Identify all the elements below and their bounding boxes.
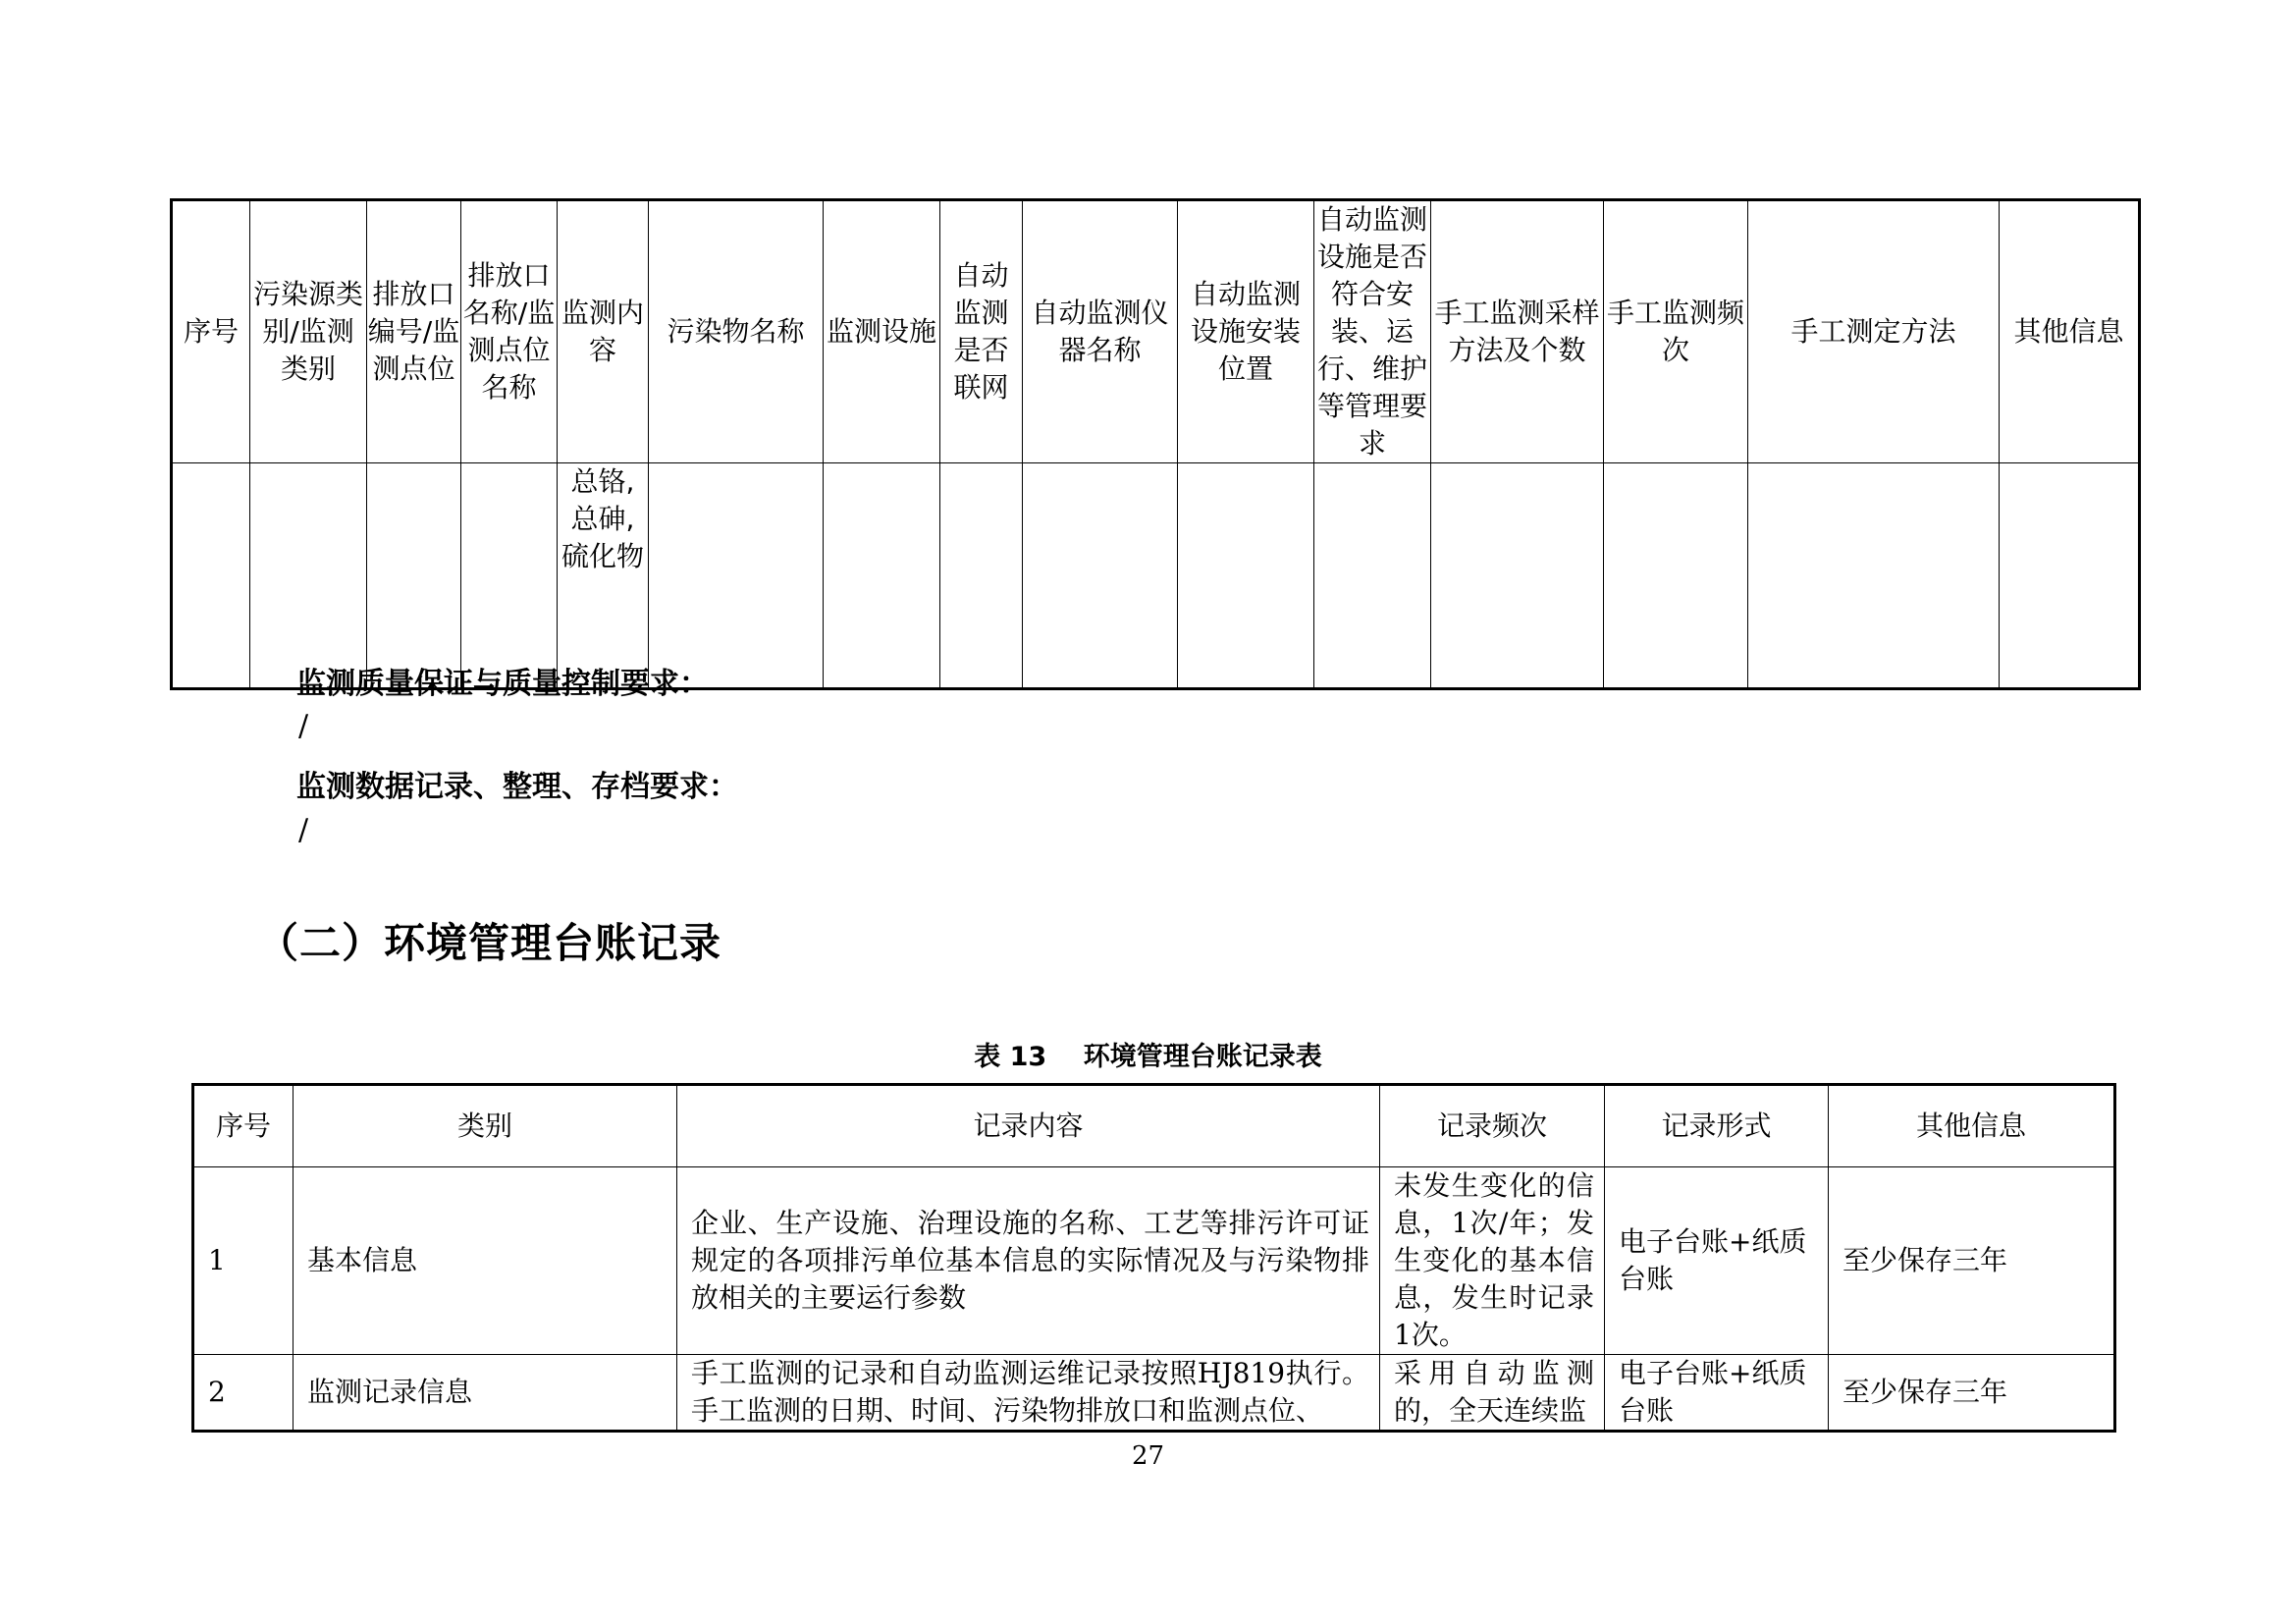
monitoring-content-cell: 总铬,总砷,硫化物 bbox=[558, 463, 649, 689]
header-cell: 记录频次 bbox=[1380, 1085, 1605, 1167]
monitoring-table-header bbox=[172, 200, 2140, 463]
row-category: 监测记录信息 bbox=[294, 1355, 677, 1432]
qa-requirements-value: / bbox=[298, 709, 309, 743]
row-number: 1 bbox=[193, 1167, 294, 1355]
table-cell bbox=[250, 463, 367, 689]
header-cell: 监测设施 bbox=[824, 200, 940, 463]
table-cell bbox=[1023, 463, 1178, 689]
table-cell bbox=[367, 463, 461, 689]
header-cell: 手工监测频次 bbox=[1604, 200, 1748, 463]
header-cell: 自动监测设施是否符合安装、运行、维护等管理要求 bbox=[1314, 200, 1431, 463]
table-cell bbox=[1314, 463, 1431, 689]
header-cell: 记录内容 bbox=[677, 1085, 1380, 1167]
row-content-text: 手工监测的记录和自动监测运维记录按照HJ819执行。手工监测的日期、时间、污染物排放口和监测点位、 bbox=[691, 1357, 1369, 1427]
table-cell bbox=[824, 463, 940, 689]
header-cell: 其他信息 bbox=[2000, 200, 2140, 463]
header-cell: 自动监测是否联网 bbox=[940, 200, 1023, 463]
row-number: 2 bbox=[193, 1355, 294, 1432]
header-cell: 其他信息 bbox=[1829, 1085, 2115, 1167]
table-cell bbox=[1431, 463, 1604, 689]
header-cell: 排放口编号/监测点位 bbox=[367, 200, 461, 463]
row-other: 至少保存三年 bbox=[1829, 1167, 2115, 1355]
table-cell bbox=[1178, 463, 1314, 689]
row-form: 电子台账+纸质台账 bbox=[1605, 1355, 1829, 1432]
ledger-table bbox=[191, 1083, 2116, 1433]
table-cell bbox=[649, 463, 824, 689]
row-category: 基本信息 bbox=[294, 1167, 677, 1355]
table-cell bbox=[940, 463, 1023, 689]
row-other: 至少保存三年 bbox=[1829, 1355, 2115, 1432]
ledger-table-header bbox=[193, 1085, 2115, 1167]
row-form: 电子台账+纸质台账 bbox=[1605, 1167, 1829, 1355]
table-caption: 表 13 环境管理台账记录表 bbox=[974, 1042, 1322, 1072]
header-cell: 手工监测采样方法及个数 bbox=[1431, 200, 1604, 463]
section-heading: （二）环境管理台账记录 bbox=[257, 919, 722, 967]
row-content bbox=[677, 1355, 1380, 1432]
row-frequency-text: 采用自动监测的，全天连续监 bbox=[1394, 1357, 1594, 1427]
table-cell bbox=[172, 463, 250, 689]
qa-requirements-label: 监测质量保证与质量控制要求： bbox=[296, 667, 709, 701]
table-row bbox=[193, 1167, 2115, 1355]
header-cell: 序号 bbox=[172, 200, 250, 463]
page-number: 27 bbox=[1131, 1441, 1165, 1471]
header-cell: 污染物名称 bbox=[649, 200, 824, 463]
table-cell bbox=[1604, 463, 1748, 689]
row-content: 企业、生产设施、治理设施的名称、工艺等排污许可证规定的各项排污单位基本信息的实际情况及与污染物排放相关的主要运行参数 bbox=[677, 1167, 1380, 1355]
header-cell: 类别 bbox=[294, 1085, 677, 1167]
header-cell: 监测内容 bbox=[558, 200, 649, 463]
monitoring-table bbox=[170, 198, 2141, 690]
row-frequency: 未发生变化的信息，1次/年；发生变化的基本信息，发生时记录1次。 bbox=[1380, 1167, 1605, 1355]
header-cell: 自动监测仪器名称 bbox=[1023, 200, 1178, 463]
table-cell bbox=[1748, 463, 2000, 689]
header-cell: 排放口名称/监测点位名称 bbox=[461, 200, 558, 463]
data-records-value: / bbox=[298, 813, 309, 847]
header-cell: 记录形式 bbox=[1605, 1085, 1829, 1167]
header-cell: 手工测定方法 bbox=[1748, 200, 2000, 463]
header-cell: 序号 bbox=[193, 1085, 294, 1167]
table-cell bbox=[461, 463, 558, 689]
data-records-label: 监测数据记录、整理、存档要求： bbox=[296, 770, 738, 804]
table-cell bbox=[2000, 463, 2140, 689]
row-frequency bbox=[1380, 1355, 1605, 1432]
header-cell: 污染源类别/监测类别 bbox=[250, 200, 367, 463]
header-cell: 自动监测设施安装位置 bbox=[1178, 200, 1314, 463]
table-row bbox=[193, 1355, 2115, 1432]
table-row bbox=[172, 463, 2140, 689]
